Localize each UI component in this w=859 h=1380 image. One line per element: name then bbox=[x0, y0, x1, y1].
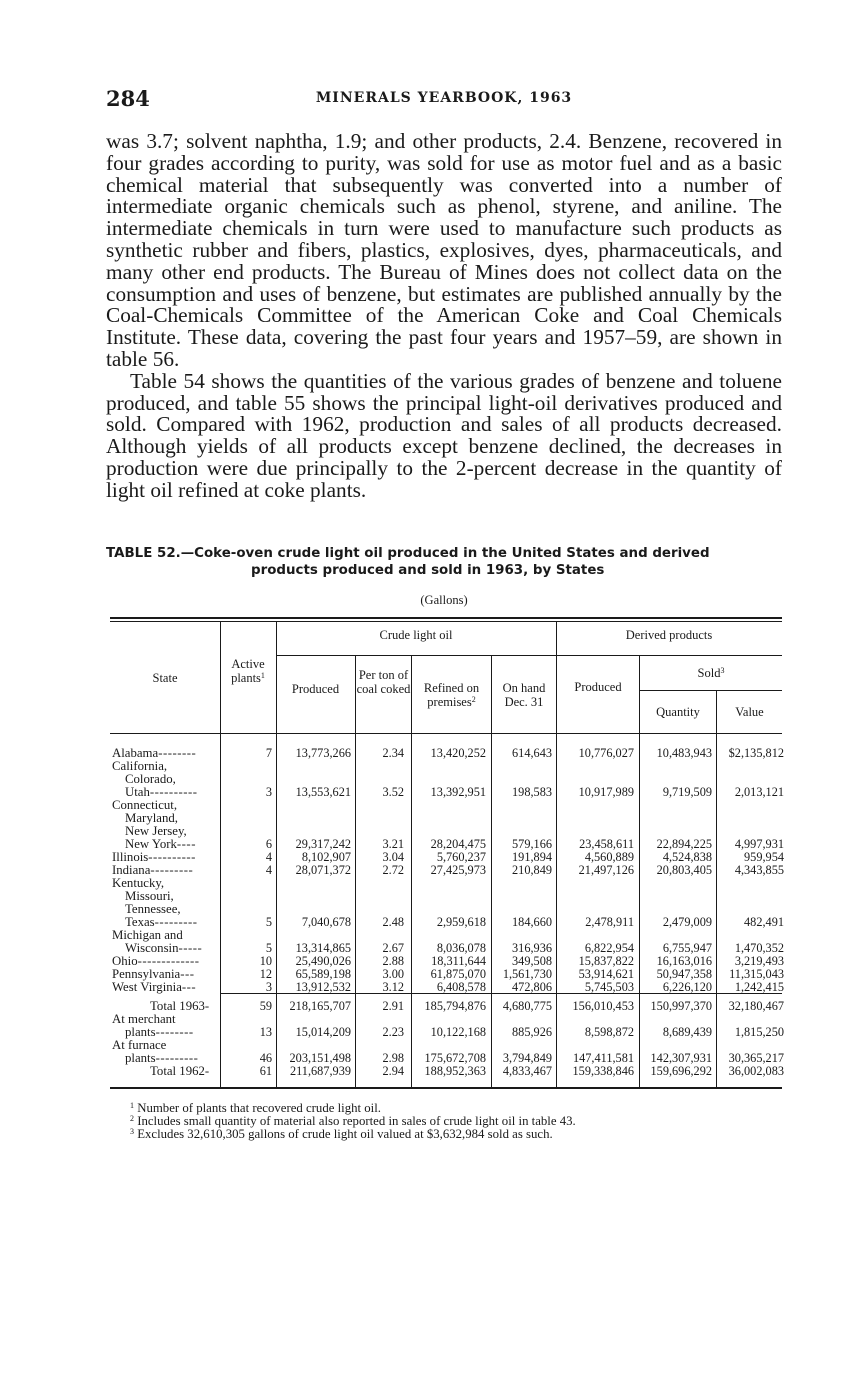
table-cell-produced: 13,912,532 bbox=[295, 980, 351, 994]
row-label: Wisconsin----- bbox=[125, 941, 203, 955]
table-cell-d-produced: 5,745,503 bbox=[584, 980, 634, 994]
table-cell-quantity: 8,689,439 bbox=[662, 1025, 712, 1039]
table-cell-on-hand: 472,806 bbox=[512, 980, 552, 994]
table-cell-on-hand: 191,894 bbox=[512, 850, 552, 864]
row-label: New Jersey, bbox=[125, 824, 187, 838]
table-cell-per-ton: 2.91 bbox=[382, 999, 404, 1013]
table-cell-refined: 6,408,578 bbox=[436, 980, 486, 994]
table-cell-d-produced: 156,010,453 bbox=[572, 999, 634, 1013]
table-cell-refined: 2,959,618 bbox=[436, 915, 486, 929]
table-cell-value: 2,013,121 bbox=[734, 785, 784, 799]
table-cell-produced: 13,773,266 bbox=[295, 746, 351, 760]
table-cell-produced: 13,553,621 bbox=[295, 785, 351, 799]
table-cell-value: 959,954 bbox=[744, 850, 784, 864]
table-cell-quantity: 6,755,947 bbox=[662, 941, 712, 955]
table-cell-on-hand: 1,561,730 bbox=[502, 967, 552, 981]
row-label: plants--------- bbox=[125, 1051, 199, 1065]
header-crude-light-oil: Crude light oil bbox=[379, 628, 453, 642]
footnote: $^1$ Number of plants that recovered crude light oil. bbox=[130, 1101, 381, 1115]
table-cell-on-hand: 4,833,467 bbox=[502, 1064, 552, 1078]
header-per-ton: Per ton of coal coked bbox=[356, 668, 411, 696]
table-cell-per-ton: 3.00 bbox=[382, 967, 404, 981]
table-cell-quantity: 142,307,931 bbox=[650, 1051, 712, 1065]
table-cell-d-produced: 10,917,989 bbox=[578, 785, 634, 799]
table-cell-value: 11,315,043 bbox=[729, 967, 784, 981]
table-cell-quantity: 150,997,370 bbox=[650, 999, 712, 1013]
table-cell-quantity: 10,483,943 bbox=[656, 746, 712, 760]
row-label: West Virginia--- bbox=[112, 980, 197, 994]
table-cell-produced: 28,071,372 bbox=[295, 863, 351, 877]
table-cell-quantity: 50,947,358 bbox=[656, 967, 712, 981]
table-cell-d-produced: 53,914,621 bbox=[578, 967, 634, 981]
table-cell-quantity: 6,226,120 bbox=[662, 980, 712, 994]
table-cell-plants: 5 bbox=[265, 915, 272, 929]
table-cell-on-hand: 3,794,849 bbox=[502, 1051, 552, 1065]
table-cell-plants: 6 bbox=[265, 837, 272, 851]
table-caption-line: TABLE 52.—Coke-oven crude light oil produced in the United States and derived bbox=[106, 546, 710, 561]
table-cell-quantity: 4,524,838 bbox=[662, 850, 712, 864]
table-cell-per-ton: 2.72 bbox=[382, 863, 404, 877]
row-label: New York---- bbox=[125, 837, 196, 851]
table-cell-per-ton: 2.98 bbox=[382, 1051, 404, 1065]
row-label: Kentucky, bbox=[112, 876, 165, 890]
table-cell-per-ton: 2.88 bbox=[382, 954, 404, 968]
table-cell-on-hand: 184,660 bbox=[512, 915, 552, 929]
table-cell-refined: 185,794,876 bbox=[424, 999, 486, 1013]
table-cell-plants: 4 bbox=[265, 863, 272, 877]
paragraph: Table 54 shows the quantities of the various grades of benzene and toluene produced, and table 55 shows the principal light-oil derivatives produced and sold. Compared with 1962, production and sales of all products decreased. Although yields of all products except benzene declined, the decreases in production were due principally to the 2-percent decrease in the quantity of light oil refined at coke plants. bbox=[106, 368, 782, 502]
column-divider bbox=[355, 656, 356, 1087]
table-unit: (Gallons) bbox=[420, 593, 468, 607]
table-cell-on-hand: 579,166 bbox=[512, 837, 552, 851]
table-cell-d-produced: 2,478,911 bbox=[585, 915, 634, 929]
table-cell-per-ton: 3.04 bbox=[382, 850, 404, 864]
table-cell-quantity: 9,719,509 bbox=[662, 785, 712, 799]
table-cell-d-produced: 159,338,846 bbox=[572, 1064, 634, 1078]
row-label: Maryland, bbox=[125, 811, 178, 825]
table-bottom-rule bbox=[110, 1087, 782, 1089]
table-caption bbox=[106, 545, 782, 579]
table-cell-value: 3,219,493 bbox=[734, 954, 784, 968]
table-cell-on-hand: 885,926 bbox=[512, 1025, 552, 1039]
row-label: Michigan and bbox=[112, 928, 183, 942]
table-cell-refined: 18,311,644 bbox=[431, 954, 486, 968]
row-label: Pennsylvania--- bbox=[112, 967, 195, 981]
table-cell-refined: 13,420,252 bbox=[430, 746, 486, 760]
table-cell-value: 32,180,467 bbox=[728, 999, 784, 1013]
paragraph: was 3.7; solvent naphtha, 1.9; and other products, 2.4. Benzene, recovered in four grades according to purity, was sold for use as motor fuel and as a basic chemical material that subsequently was converted into a number of intermediate organic chemicals such as phenol, styrene, and aniline. The intermediate chemicals in turn were used to manufacture such products as synthetic rubber and fibers, plastics, explosives, dyes, pharmaceuticals, and many other end products. The Bureau of Mines does not collect data on the consumption and uses of benzene, but estimates are published annually by the Coal-Chemicals Committee of the American Coke and Coal Chemicals Institute. These data, covering the past four years and 1957–59, are shown in table 56. bbox=[106, 129, 782, 371]
header-bottom-rule bbox=[110, 733, 782, 734]
table-cell-value: $2,135,812 bbox=[728, 746, 784, 760]
table-cell-produced: 8,102,907 bbox=[301, 850, 351, 864]
table-cell-refined: 8,036,078 bbox=[436, 941, 486, 955]
table-cell-per-ton: 3.21 bbox=[382, 837, 404, 851]
table-cell-produced: 203,151,498 bbox=[289, 1051, 351, 1065]
header-derived-products: Derived products bbox=[625, 628, 713, 642]
table-cell-d-produced: 10,776,027 bbox=[578, 746, 634, 760]
footnotes bbox=[130, 1102, 576, 1142]
table-cell-per-ton: 2.23 bbox=[382, 1025, 404, 1039]
row-label-total: Total 1963- bbox=[150, 999, 210, 1013]
table-top-rule bbox=[110, 621, 782, 622]
header-sold: Sold$^3$ bbox=[697, 666, 725, 680]
header-produced: Produced bbox=[291, 682, 340, 696]
header-rule bbox=[639, 690, 782, 691]
footnote: $^2$ Includes small quantity of material also reported in sales of crude light oil in table 43. bbox=[130, 1114, 576, 1129]
header-active-plants: Active plants$^1$ bbox=[231, 657, 265, 685]
row-label: Alabama-------- bbox=[112, 746, 197, 760]
row-label: Colorado, bbox=[125, 772, 176, 786]
table-cell-plants: 13 bbox=[259, 1025, 272, 1039]
table-cell-per-ton: 2.67 bbox=[382, 941, 404, 955]
row-label: At merchant bbox=[112, 1012, 176, 1026]
table-cell-produced: 211,687,939 bbox=[289, 1064, 351, 1078]
table-cell-refined: 10,122,168 bbox=[430, 1025, 486, 1039]
table-cell-d-produced: 23,458,611 bbox=[579, 837, 634, 851]
header-state: State bbox=[152, 671, 178, 685]
column-divider bbox=[491, 656, 492, 1087]
column-divider bbox=[411, 656, 412, 1087]
table-cell-plants: 7 bbox=[265, 746, 272, 760]
table-cell-on-hand: 349,508 bbox=[512, 954, 552, 968]
journal-title: MINERALS YEARBOOK, 1963 bbox=[315, 90, 573, 106]
row-label: Tennessee, bbox=[125, 902, 181, 916]
table-cell-d-produced: 8,598,872 bbox=[584, 1025, 634, 1039]
row-label: At furnace bbox=[112, 1038, 167, 1052]
table-cell-d-produced: 6,822,954 bbox=[584, 941, 634, 955]
table-cell-per-ton: 3.12 bbox=[382, 980, 404, 994]
table-cell-plants: 5 bbox=[265, 941, 272, 955]
table-cell-refined: 27,425,973 bbox=[430, 863, 486, 877]
table-cell-value: 36,002,083 bbox=[728, 1064, 784, 1078]
table-cell-value: 1,242,415 bbox=[734, 980, 784, 994]
table-cell-plants: 59 bbox=[259, 999, 272, 1013]
table-cell-plants: 12 bbox=[259, 967, 272, 981]
table-cell-refined: 61,875,070 bbox=[430, 967, 486, 981]
row-label: Indiana--------- bbox=[112, 863, 194, 877]
footnote: $^3$ Excludes 32,610,305 gallons of crude light oil valued at $3,632,984 sold as such. bbox=[130, 1127, 553, 1142]
row-label-total: Total 1962- bbox=[150, 1064, 210, 1078]
table-cell-produced: 218,165,707 bbox=[289, 999, 351, 1013]
row-label: Texas--------- bbox=[125, 915, 198, 929]
table-cell-plants: 46 bbox=[259, 1051, 272, 1065]
table-cell-quantity: 159,696,292 bbox=[650, 1064, 712, 1078]
row-label: Ohio------------- bbox=[112, 954, 200, 968]
header-quantity: Quantity bbox=[656, 705, 700, 719]
table-cell-value: 1,470,352 bbox=[734, 941, 784, 955]
table-cell-per-ton: 2.34 bbox=[382, 746, 404, 760]
table-cell-produced: 13,314,865 bbox=[295, 941, 351, 955]
body-text bbox=[106, 131, 782, 502]
table-top-rule bbox=[110, 617, 782, 619]
table-cell-produced: 65,589,198 bbox=[295, 967, 351, 981]
running-head bbox=[106, 86, 782, 112]
header-derived-produced: Produced bbox=[574, 680, 622, 694]
column-divider bbox=[220, 622, 221, 1087]
header-rule bbox=[276, 655, 782, 656]
table-cell-refined: 175,672,708 bbox=[424, 1051, 486, 1065]
table-cell-plants: 3 bbox=[265, 785, 272, 799]
table-cell-d-produced: 15,837,822 bbox=[578, 954, 634, 968]
row-label: Utah---------- bbox=[125, 785, 198, 799]
table-cell-per-ton: 3.52 bbox=[382, 785, 404, 799]
table-cell-on-hand: 4,680,775 bbox=[502, 999, 552, 1013]
table-cell-per-ton: 2.48 bbox=[382, 915, 404, 929]
table-cell-produced: 25,490,026 bbox=[295, 954, 351, 968]
table-cell-plants: 10 bbox=[259, 954, 272, 968]
table-cell-quantity: 20,803,405 bbox=[656, 863, 712, 877]
table-cell-quantity: 2,479,009 bbox=[662, 915, 712, 929]
row-label: plants-------- bbox=[125, 1025, 194, 1039]
column-divider bbox=[639, 656, 640, 1087]
row-label: California, bbox=[112, 759, 168, 773]
table-cell-plants: 61 bbox=[259, 1064, 272, 1078]
table-cell-refined: 28,204,475 bbox=[430, 837, 486, 851]
table-cell-quantity: 16,163,016 bbox=[656, 954, 712, 968]
table-cell-refined: 13,392,951 bbox=[430, 785, 486, 799]
table-cell-per-ton: 2.94 bbox=[382, 1064, 404, 1078]
page-number: 284 bbox=[106, 86, 150, 111]
table-cell-d-produced: 21,497,126 bbox=[578, 863, 634, 877]
table-cell-d-produced: 4,560,889 bbox=[584, 850, 634, 864]
table-cell-value: 4,343,855 bbox=[734, 863, 784, 877]
table-cell-on-hand: 316,936 bbox=[512, 941, 552, 955]
row-label: Connecticut, bbox=[112, 798, 178, 812]
table-cell-quantity: 22,894,225 bbox=[656, 837, 712, 851]
table-cell-value: 482,491 bbox=[744, 915, 784, 929]
table-cell-value: 30,365,217 bbox=[728, 1051, 784, 1065]
table-cell-value: 1,815,250 bbox=[734, 1025, 784, 1039]
table-cell-produced: 15,014,209 bbox=[295, 1025, 351, 1039]
table-cell-produced: 7,040,678 bbox=[301, 915, 351, 929]
table-cell-value: 4,997,931 bbox=[734, 837, 784, 851]
header-value: Value bbox=[735, 705, 764, 719]
header-on-hand: On hand Dec. 31 bbox=[502, 681, 546, 709]
table-cell-plants: 4 bbox=[265, 850, 272, 864]
table-cell-on-hand: 198,583 bbox=[512, 785, 552, 799]
table-cell-plants: 3 bbox=[265, 980, 272, 994]
table-cell-on-hand: 210,849 bbox=[512, 863, 552, 877]
table-cell-on-hand: 614,643 bbox=[512, 746, 552, 760]
table-cell-refined: 188,952,363 bbox=[424, 1064, 486, 1078]
table-cell-refined: 5,760,237 bbox=[436, 850, 486, 864]
row-label: Illinois---------- bbox=[112, 850, 196, 864]
table-cell-produced: 29,317,242 bbox=[295, 837, 351, 851]
table-caption-line: products produced and sold in 1963, by States bbox=[251, 563, 605, 578]
header-refined: Refined on premises$^2$ bbox=[423, 681, 480, 709]
column-divider bbox=[716, 691, 717, 1087]
table-cell-d-produced: 147,411,581 bbox=[572, 1051, 634, 1065]
row-label: Missouri, bbox=[125, 889, 174, 903]
